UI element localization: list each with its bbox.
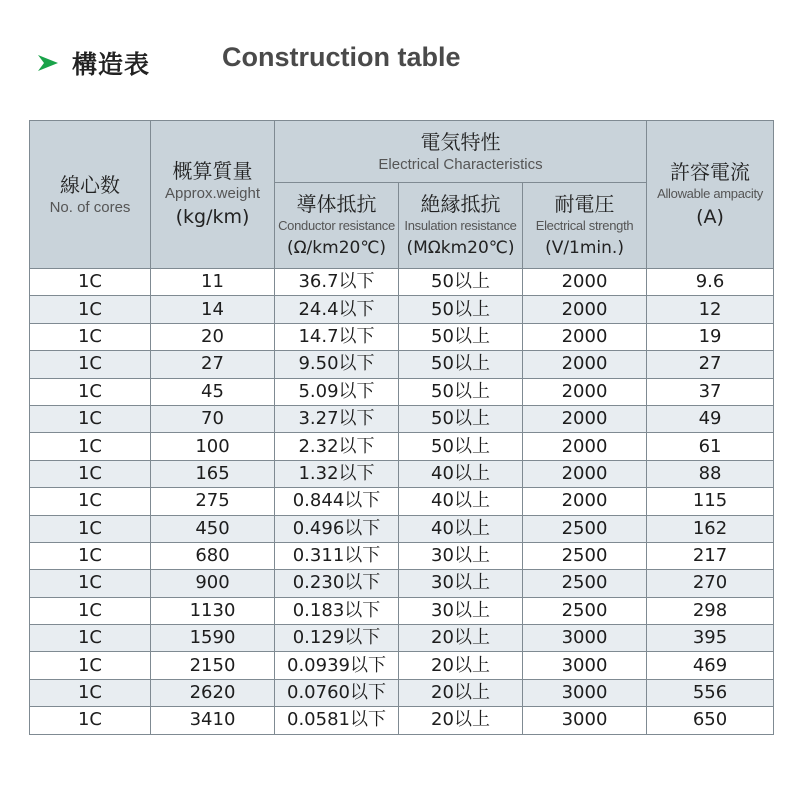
header-cores-en: No. of cores bbox=[49, 199, 131, 216]
cell-ampacity: 469 bbox=[647, 652, 774, 679]
cell-insulation: 40以上 bbox=[399, 488, 523, 515]
cell-weight: 2620 bbox=[151, 679, 275, 706]
header-ampacity bbox=[647, 121, 774, 269]
header-conductor-en: Conductor resistance bbox=[278, 217, 395, 233]
cell-weight: 70 bbox=[151, 405, 275, 432]
cell-conductor: 0.496以下 bbox=[275, 515, 399, 542]
cell-strength: 2000 bbox=[523, 269, 647, 296]
cell-conductor: 3.27以下 bbox=[275, 405, 399, 432]
table-row bbox=[30, 515, 774, 542]
cell-strength: 3000 bbox=[523, 625, 647, 652]
cell-cores: 1C bbox=[30, 433, 151, 460]
cell-strength: 3000 bbox=[523, 652, 647, 679]
cell-conductor: 0.311以下 bbox=[275, 542, 399, 569]
cell-cores: 1C bbox=[30, 679, 151, 706]
header-ampacity-unit: (A) bbox=[696, 205, 724, 228]
cell-weight: 45 bbox=[151, 378, 275, 405]
cell-ampacity: 9.6 bbox=[647, 269, 774, 296]
cell-cores: 1C bbox=[30, 707, 151, 734]
cell-strength: 3000 bbox=[523, 707, 647, 734]
cell-ampacity: 162 bbox=[647, 515, 774, 542]
header-insulation-en: Insulation resistance bbox=[404, 217, 517, 233]
cell-conductor: 14.7以下 bbox=[275, 323, 399, 350]
cell-ampacity: 395 bbox=[647, 625, 774, 652]
cell-strength: 2500 bbox=[523, 597, 647, 624]
cell-strength: 2500 bbox=[523, 570, 647, 597]
cell-conductor: 0.0581以下 bbox=[275, 707, 399, 734]
header-strength-jp: 耐電圧 bbox=[554, 191, 615, 216]
cell-insulation: 20以上 bbox=[399, 625, 523, 652]
header-strength-unit: (V/1min.) bbox=[545, 237, 624, 258]
header-insulation-jp: 絶縁抵抗 bbox=[420, 191, 501, 216]
cell-ampacity: 61 bbox=[647, 433, 774, 460]
header-cores-jp: 線心数 bbox=[60, 173, 120, 197]
cell-conductor: 5.09以下 bbox=[275, 378, 399, 405]
table-row bbox=[30, 460, 774, 487]
table-row bbox=[30, 488, 774, 515]
cell-insulation: 50以上 bbox=[399, 351, 523, 378]
header-electrical-en: Electrical Characteristics bbox=[378, 156, 543, 173]
cell-ampacity: 37 bbox=[647, 378, 774, 405]
table-row bbox=[30, 652, 774, 679]
cell-ampacity: 88 bbox=[647, 460, 774, 487]
table-row bbox=[30, 323, 774, 350]
cell-weight: 165 bbox=[151, 460, 275, 487]
header-conductor-jp: 導体抵抗 bbox=[296, 191, 377, 216]
cell-strength: 3000 bbox=[523, 679, 647, 706]
table-row bbox=[30, 570, 774, 597]
cell-ampacity: 49 bbox=[647, 405, 774, 432]
cell-insulation: 30以上 bbox=[399, 597, 523, 624]
cell-ampacity: 27 bbox=[647, 351, 774, 378]
header-ampacity-en: Allowable ampacity bbox=[657, 185, 763, 201]
cell-cores: 1C bbox=[30, 542, 151, 569]
cell-strength: 2000 bbox=[523, 488, 647, 515]
cell-ampacity: 298 bbox=[647, 597, 774, 624]
cell-weight: 2150 bbox=[151, 652, 275, 679]
header-conductor bbox=[275, 183, 399, 269]
header-cores bbox=[30, 121, 151, 269]
cell-weight: 1590 bbox=[151, 625, 275, 652]
cell-cores: 1C bbox=[30, 460, 151, 487]
header-weight bbox=[151, 121, 275, 269]
table-row bbox=[30, 707, 774, 734]
table-row bbox=[30, 351, 774, 378]
cell-conductor: 0.0939以下 bbox=[275, 652, 399, 679]
cell-conductor: 0.844以下 bbox=[275, 488, 399, 515]
cell-insulation: 20以上 bbox=[399, 679, 523, 706]
arrow-right-icon bbox=[36, 51, 62, 75]
cell-conductor: 1.32以下 bbox=[275, 460, 399, 487]
cell-strength: 2000 bbox=[523, 405, 647, 432]
cell-cores: 1C bbox=[30, 296, 151, 323]
table-row bbox=[30, 378, 774, 405]
cell-cores: 1C bbox=[30, 488, 151, 515]
cell-conductor: 24.4以下 bbox=[275, 296, 399, 323]
cell-insulation: 20以上 bbox=[399, 652, 523, 679]
cell-cores: 1C bbox=[30, 323, 151, 350]
cell-insulation: 30以上 bbox=[399, 570, 523, 597]
cell-weight: 11 bbox=[151, 269, 275, 296]
cell-cores: 1C bbox=[30, 269, 151, 296]
cell-strength: 2000 bbox=[523, 460, 647, 487]
cell-weight: 14 bbox=[151, 296, 275, 323]
table-row bbox=[30, 405, 774, 432]
table-body bbox=[30, 269, 774, 735]
cell-insulation: 50以上 bbox=[399, 405, 523, 432]
cell-weight: 680 bbox=[151, 542, 275, 569]
cell-ampacity: 270 bbox=[647, 570, 774, 597]
table-row bbox=[30, 625, 774, 652]
cell-strength: 2000 bbox=[523, 296, 647, 323]
page-title-jp: 構造表 bbox=[72, 50, 151, 79]
cell-ampacity: 19 bbox=[647, 323, 774, 350]
cell-conductor: 2.32以下 bbox=[275, 433, 399, 460]
header-strength-en: Electrical strength bbox=[535, 217, 634, 233]
cell-ampacity: 650 bbox=[647, 707, 774, 734]
construction-table bbox=[29, 120, 774, 735]
cell-weight: 1130 bbox=[151, 597, 275, 624]
cell-insulation: 50以上 bbox=[399, 433, 523, 460]
header-electrical-jp: 電気特性 bbox=[420, 130, 501, 154]
cell-cores: 1C bbox=[30, 652, 151, 679]
cell-insulation: 50以上 bbox=[399, 323, 523, 350]
cell-insulation: 20以上 bbox=[399, 707, 523, 734]
cell-weight: 3410 bbox=[151, 707, 275, 734]
cell-ampacity: 556 bbox=[647, 679, 774, 706]
cell-conductor: 36.7以下 bbox=[275, 269, 399, 296]
header-insulation-unit: (MΩkm20℃) bbox=[406, 237, 515, 258]
header-weight-jp: 概算質量 bbox=[172, 159, 253, 183]
cell-insulation: 30以上 bbox=[399, 542, 523, 569]
cell-insulation: 50以上 bbox=[399, 269, 523, 296]
cell-conductor: 0.129以下 bbox=[275, 625, 399, 652]
header-weight-unit: (kg/km) bbox=[175, 206, 250, 228]
page-title-en: Construction table bbox=[222, 42, 461, 72]
cell-conductor: 0.0760以下 bbox=[275, 679, 399, 706]
table-row bbox=[30, 542, 774, 569]
cell-weight: 275 bbox=[151, 488, 275, 515]
cell-ampacity: 217 bbox=[647, 542, 774, 569]
cell-strength: 2500 bbox=[523, 515, 647, 542]
cell-conductor: 0.230以下 bbox=[275, 570, 399, 597]
cell-ampacity: 115 bbox=[647, 488, 774, 515]
cell-cores: 1C bbox=[30, 405, 151, 432]
header-weight-en: Approx.weight bbox=[164, 185, 261, 202]
cell-conductor: 9.50以下 bbox=[275, 351, 399, 378]
table-row bbox=[30, 679, 774, 706]
cell-strength: 2000 bbox=[523, 323, 647, 350]
title-row bbox=[36, 38, 150, 88]
cell-cores: 1C bbox=[30, 351, 151, 378]
table-row bbox=[30, 296, 774, 323]
table-row bbox=[30, 597, 774, 624]
cell-insulation: 50以上 bbox=[399, 378, 523, 405]
cell-cores: 1C bbox=[30, 570, 151, 597]
cell-weight: 20 bbox=[151, 323, 275, 350]
cell-conductor: 0.183以下 bbox=[275, 597, 399, 624]
cell-weight: 450 bbox=[151, 515, 275, 542]
cell-weight: 100 bbox=[151, 433, 275, 460]
cell-strength: 2000 bbox=[523, 378, 647, 405]
cell-ampacity: 12 bbox=[647, 296, 774, 323]
cell-strength: 2500 bbox=[523, 542, 647, 569]
cell-weight: 27 bbox=[151, 351, 275, 378]
cell-cores: 1C bbox=[30, 625, 151, 652]
header-conductor-unit: (Ω/km20℃) bbox=[286, 237, 387, 258]
header-strength bbox=[523, 183, 647, 269]
cell-insulation: 40以上 bbox=[399, 460, 523, 487]
table-row bbox=[30, 269, 774, 296]
cell-strength: 2000 bbox=[523, 433, 647, 460]
cell-insulation: 50以上 bbox=[399, 296, 523, 323]
cell-cores: 1C bbox=[30, 378, 151, 405]
header-electrical-group bbox=[275, 121, 647, 183]
cell-insulation: 40以上 bbox=[399, 515, 523, 542]
table-row bbox=[30, 433, 774, 460]
cell-cores: 1C bbox=[30, 597, 151, 624]
cell-cores: 1C bbox=[30, 515, 151, 542]
cell-weight: 900 bbox=[151, 570, 275, 597]
cell-strength: 2000 bbox=[523, 351, 647, 378]
header-insulation bbox=[399, 183, 523, 269]
header-ampacity-jp: 許容電流 bbox=[670, 159, 751, 184]
